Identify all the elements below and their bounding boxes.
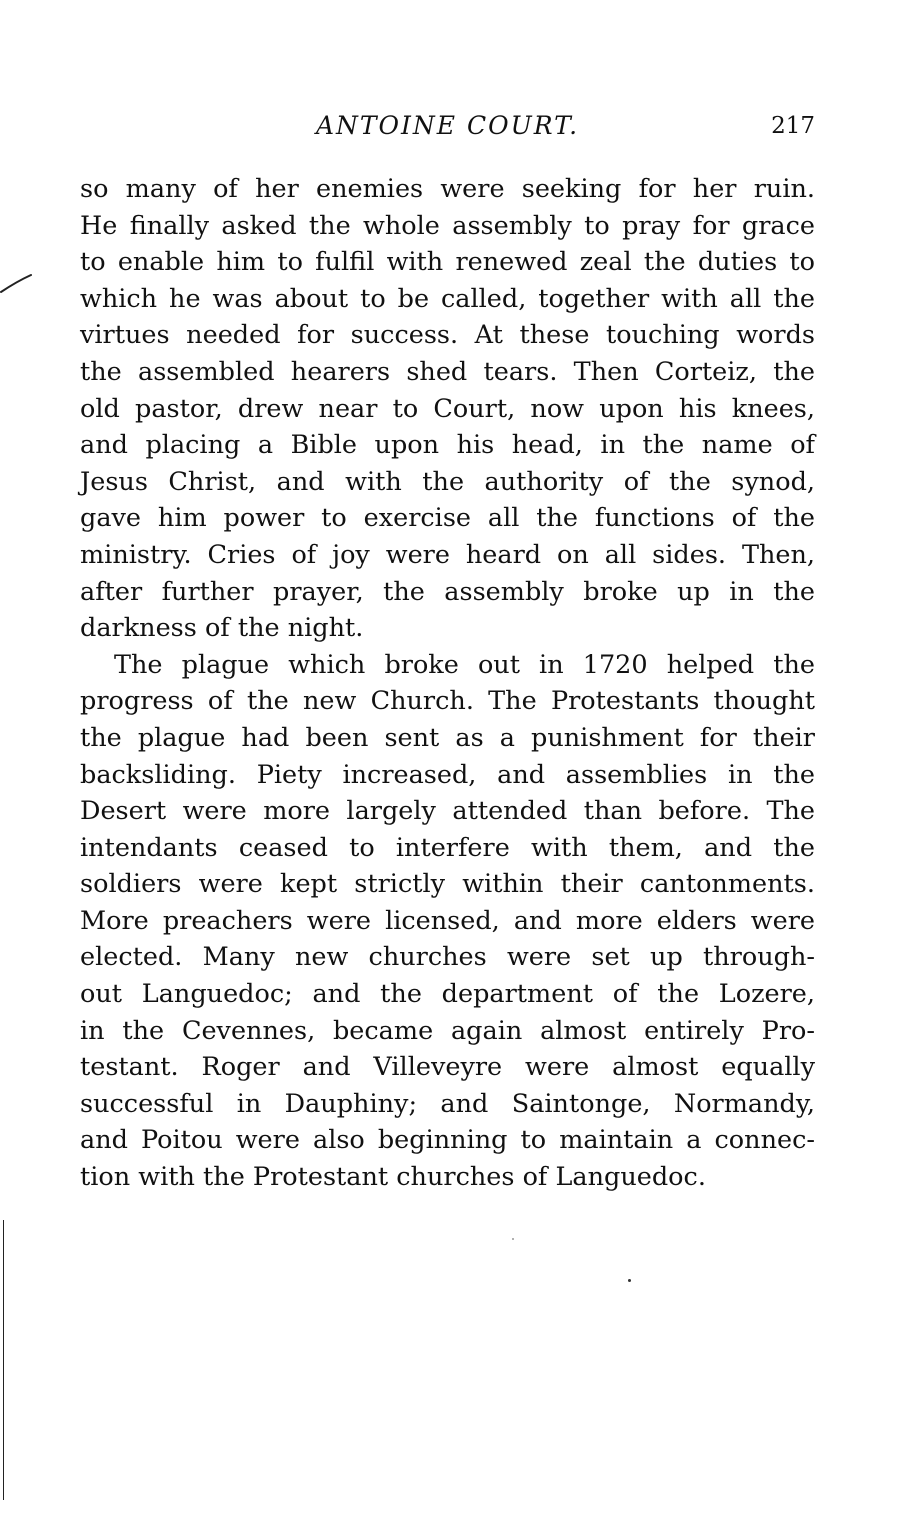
text-line: intendants ceased to interfere with them, and the bbox=[80, 832, 815, 863]
text-line: so many of her enemies were seeking for her ruin. bbox=[80, 174, 815, 204]
text-line: Jesus Christ, and with the authority of the synod, bbox=[80, 466, 815, 497]
text-line: testant. Roger and Villeveyre were almost equally bbox=[80, 1052, 815, 1083]
text-line: Desert were more largely attended than before. The bbox=[80, 796, 815, 827]
text-line: tion with the Protestant churches of Languedoc. bbox=[80, 1162, 706, 1193]
text-line: out Languedoc; and the department of the Lozere, bbox=[80, 979, 815, 1010]
text-line: progress of the new Church. The Protestants thought bbox=[80, 686, 815, 717]
running-title: ANTOINE COURT. bbox=[315, 111, 580, 140]
text-line: after further prayer, the assembly broke up in the bbox=[80, 576, 815, 607]
text-line: gave him power to exercise all the functions of the bbox=[80, 503, 815, 534]
text-line: He finally asked the whole assembly to pray for grace bbox=[80, 210, 815, 241]
text-line: in the Cevennes, became again almost entirely Pro- bbox=[80, 1015, 815, 1046]
ink-speck bbox=[512, 1238, 514, 1240]
text-line: the assembled hearers shed tears. Then Corteiz, the bbox=[80, 356, 815, 387]
text-line: successful in Dauphiny; and Saintonge, Normandy, bbox=[80, 1088, 815, 1119]
text-line: old pastor, drew near to Court, now upon his knees, bbox=[80, 393, 815, 424]
page-number: 217 bbox=[771, 113, 815, 139]
text-line: which he was about to be called, together with all the bbox=[80, 283, 815, 314]
text-line: and Poitou were also beginning to maintain a connec- bbox=[80, 1125, 815, 1156]
text-line: elected. Many new churches were set up through- bbox=[80, 942, 815, 973]
paragraph-2 bbox=[80, 647, 815, 1196]
text-line: ministry. Cries of joy were heard on all sides. Then, bbox=[80, 539, 815, 570]
pencil-mark-icon bbox=[0, 272, 34, 296]
text-line: to enable him to fulfil with renewed zeal the duties to bbox=[80, 247, 815, 278]
text-line: and placing a Bible upon his head, in the name of bbox=[80, 430, 815, 461]
paragraph-1 bbox=[80, 171, 815, 647]
text-line: darkness of the night. bbox=[80, 613, 364, 644]
text-line: More preachers were licensed, and more elders were bbox=[80, 905, 815, 936]
text-line: the plague had been sent as a punishment for their bbox=[80, 722, 815, 753]
text-line: virtues needed for success. At these touching words bbox=[80, 320, 815, 351]
text-line: backsliding. Piety increased, and assemblies in the bbox=[80, 759, 815, 790]
running-head bbox=[80, 106, 815, 146]
text-line: soldiers were kept strictly within their cantonments. bbox=[80, 869, 815, 900]
text-line: The plague which broke out in 1720 helped the bbox=[114, 649, 815, 680]
body-text bbox=[80, 171, 815, 1196]
page-edge-line bbox=[3, 1220, 4, 1500]
ink-speck bbox=[628, 1279, 631, 1282]
